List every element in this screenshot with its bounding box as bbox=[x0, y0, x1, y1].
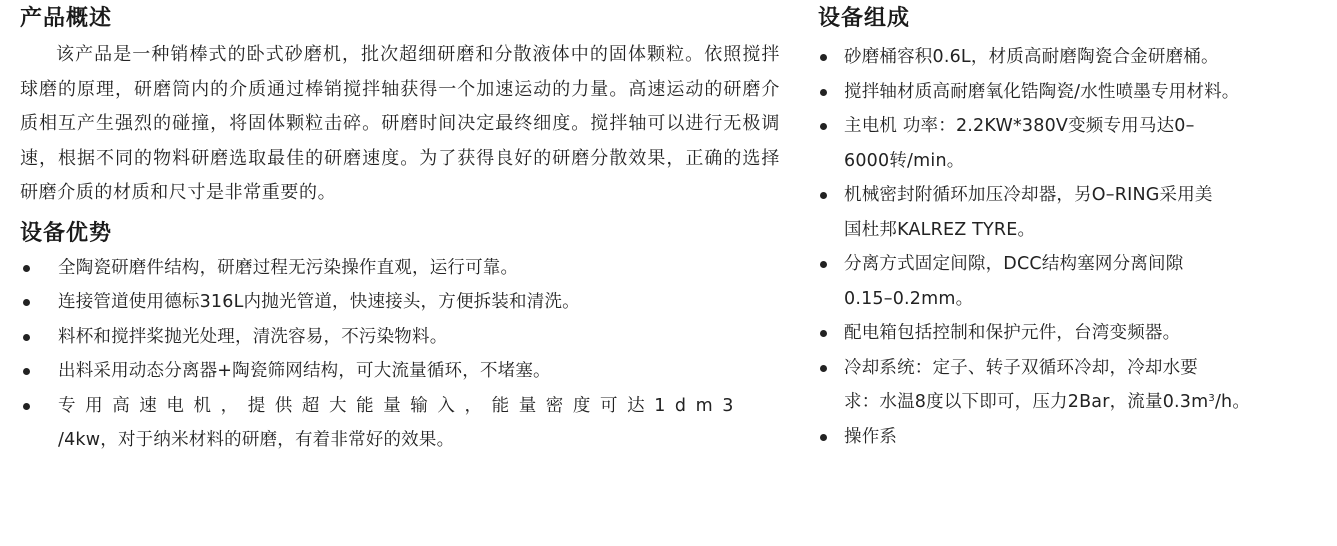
list-item-text-continued: 0.15–0.2mm。 bbox=[844, 288, 974, 309]
right-column bbox=[818, 4, 1333, 454]
list-item-text: 砂磨桶容积0.6L，材质高耐磨陶瓷合金研磨桶。 bbox=[844, 47, 1219, 67]
list-item-text-continued: 求：水温8度以下即可，压力2Bar，流量0.3m bbox=[844, 392, 1209, 412]
list-item-text-continued: /4kw，对于纳米材料的研磨，有着非常好的效果。 bbox=[58, 430, 455, 450]
list-item bbox=[818, 109, 1333, 178]
bullet-icon bbox=[23, 403, 30, 410]
advantages-list bbox=[20, 251, 780, 458]
list-item-text: 搅拌轴材质高耐磨氧化锆陶瓷/水性喷墨专用材料。 bbox=[844, 81, 1240, 102]
list-item-text: 出料采用动态分离器+陶瓷筛网结构，可大流量循环，不堵塞。 bbox=[58, 361, 551, 381]
list-item bbox=[20, 320, 780, 355]
bullet-icon bbox=[820, 330, 827, 337]
bullet-icon bbox=[820, 365, 827, 372]
bullet-icon bbox=[820, 192, 827, 199]
list-item-text: 操作系 bbox=[844, 426, 898, 447]
list-item bbox=[20, 389, 780, 458]
list-item-text-continued: 6000转/min。 bbox=[844, 150, 965, 171]
list-item-text: 冷却系统：定子、转子双循环冷却，冷却水要 bbox=[844, 357, 1198, 378]
overview-title: 产品概述 bbox=[20, 6, 113, 31]
bullet-icon bbox=[820, 261, 827, 268]
overview-paragraph: 该产品是一种销棒式的卧式砂磨机，批次超细研磨和分散液体中的固体颗粒。依照搅拌球磨的原理，研磨筒内的介质通过棒销搅拌轴获得一个加速运动的力量。高速运动的研磨介质相互产生强烈的碰撞，将固体颗粒击碎。研磨时间决定最终细度。搅拌轴可以进行无极调速，根据不同的物料研磨选取最佳的研磨速度。为了获得良好的研磨分散效果，正确的选择研磨介质的材质和尺寸是非常重要的。 bbox=[20, 44, 780, 203]
list-item-text-tail: /h。 bbox=[1214, 392, 1251, 412]
list-item bbox=[818, 316, 1333, 351]
advantages-title: 设备优势 bbox=[20, 220, 113, 246]
list-item bbox=[818, 351, 1333, 420]
list-item-text: 分离方式固定间隙，DCC结构塞网分离间隙 bbox=[844, 254, 1184, 274]
composition-list bbox=[818, 40, 1333, 454]
list-item-text: 专用高速电机，提供超大能量输入，能量密度可达1dm3 bbox=[58, 395, 744, 416]
composition-title: 设备组成 bbox=[818, 6, 911, 31]
bullet-icon bbox=[820, 123, 827, 130]
list-item bbox=[818, 75, 1333, 110]
bullet-icon bbox=[23, 299, 30, 306]
bullet-icon bbox=[820, 434, 827, 441]
bullet-icon bbox=[23, 334, 30, 341]
list-item bbox=[818, 420, 1333, 455]
superscript: 3 bbox=[1208, 393, 1215, 404]
list-item-text: 主电机 功率：2.2KW*380V变频专用马达0– bbox=[844, 116, 1195, 136]
list-item-text: 全陶瓷研磨件结构，研磨过程无污染操作直观，运行可靠。 bbox=[58, 257, 519, 278]
bullet-icon bbox=[23, 368, 30, 375]
list-item bbox=[20, 285, 780, 320]
list-item bbox=[818, 247, 1333, 316]
list-item bbox=[20, 251, 780, 286]
list-item bbox=[818, 40, 1333, 75]
bullet-icon bbox=[820, 54, 827, 61]
list-item-text: 机械密封附循环加压冷却器，另O–RING采用美 bbox=[844, 185, 1213, 205]
list-item bbox=[818, 178, 1333, 247]
list-item-text: 料杯和搅拌桨抛光处理，清洗容易，不污染物料。 bbox=[58, 326, 448, 347]
list-item-text: 连接管道使用德标316L内抛光管道，快速接头，方便拆装和清洗。 bbox=[58, 292, 580, 312]
list-item-text-continued: 国杜邦KALREZ TYRE。 bbox=[844, 219, 1036, 240]
list-item bbox=[20, 354, 780, 389]
bullet-icon bbox=[820, 89, 827, 96]
left-column bbox=[20, 4, 780, 458]
list-item-text: 配电箱包括控制和保护元件，台湾变频器。 bbox=[844, 323, 1181, 343]
bullet-icon bbox=[23, 265, 30, 272]
